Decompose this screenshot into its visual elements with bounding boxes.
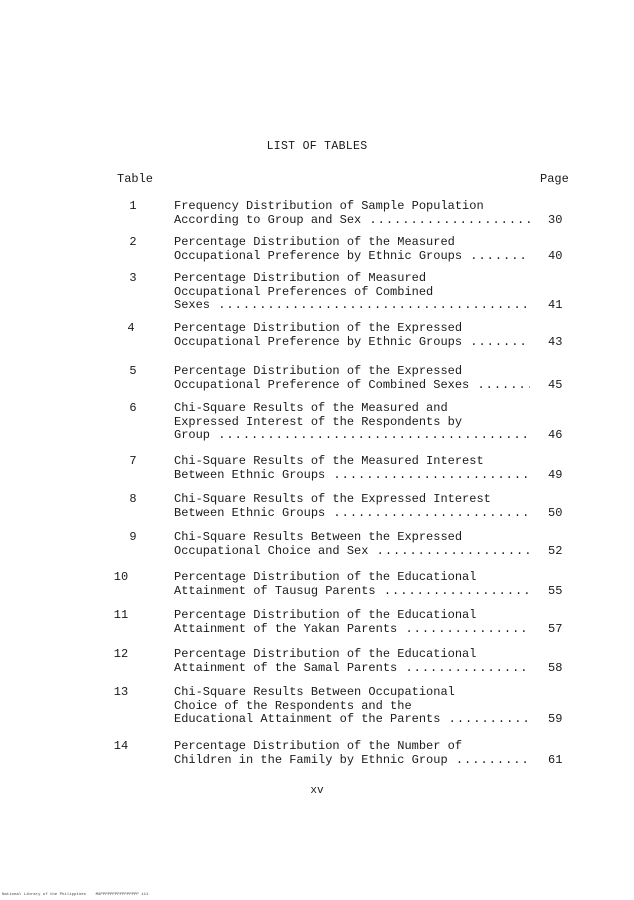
caption-line: Frequency Distribution of Sample Population bbox=[174, 200, 484, 213]
caption-line: Between Ethnic Groups ..... bbox=[174, 469, 530, 483]
caption-line: Occupational Preferences of Combined bbox=[174, 285, 434, 299]
table-number: 1 bbox=[129, 199, 137, 213]
caption-line: Chi-Square Results Between Occupational bbox=[174, 686, 455, 699]
library-footer: National Library of the Philippines MXPPPPPPPPPPPPPPPP 111 bbox=[2, 893, 149, 897]
caption-line: Percentage Distribution of the Educational bbox=[174, 571, 477, 584]
caption-line: Occupational Preference by Ethnic Groups ..... bbox=[174, 250, 530, 264]
table-caption bbox=[174, 740, 530, 767]
caption-line: Occupational Preference by Ethnic Groups ..... bbox=[174, 336, 530, 350]
caption-line: Children in the Family by Ethnic Group ..... bbox=[174, 754, 530, 768]
table-number: 12 bbox=[113, 647, 129, 661]
entry-page-number: 61 bbox=[548, 752, 563, 767]
caption-line: According to Group and Sex ..... bbox=[174, 214, 530, 228]
table-caption bbox=[174, 686, 530, 727]
table-number: 8 bbox=[129, 492, 137, 506]
caption-line: Percentage Distribution of Measured bbox=[174, 272, 427, 285]
entry-page-number: 50 bbox=[548, 505, 563, 520]
entry-page-number: 45 bbox=[548, 377, 563, 392]
table-caption bbox=[174, 322, 530, 349]
caption-line: Percentage Distribution of the Educational bbox=[174, 609, 477, 622]
entry-page-number: 41 bbox=[548, 298, 563, 312]
entry-page-number: 58 bbox=[548, 660, 563, 675]
table-number: 4 bbox=[127, 321, 135, 335]
caption-line: Percentage Distribution of the Number of bbox=[174, 740, 463, 753]
page-title: LIST OF TABLES bbox=[266, 140, 368, 153]
caption-line: Between Ethnic Groups ..... bbox=[174, 507, 530, 521]
caption-line: Group ..... bbox=[174, 429, 530, 443]
table-caption bbox=[174, 571, 530, 598]
page-number: xv bbox=[310, 785, 324, 797]
caption-line: Chi-Square Results of the Measured Interest bbox=[174, 455, 484, 468]
table-number: 7 bbox=[129, 454, 137, 468]
entry-page-number: 59 bbox=[548, 712, 563, 726]
caption-line: Occupational Preference of Combined Sexes ..... bbox=[174, 379, 530, 393]
caption-line: Expressed Interest of the Respondents by bbox=[174, 415, 463, 429]
entry-page-number: 52 bbox=[548, 543, 563, 558]
entry-page-number: 46 bbox=[548, 428, 563, 442]
caption-line: Sexes ..... bbox=[174, 299, 530, 313]
caption-line: Chi-Square Results of the Expressed Interest bbox=[174, 493, 491, 506]
caption-line: Percentage Distribution of the Expressed bbox=[174, 365, 463, 378]
table-number: 2 bbox=[129, 235, 137, 249]
table-caption bbox=[174, 402, 530, 443]
entry-page-number: 43 bbox=[548, 334, 563, 349]
caption-line: Educational Attainment of the Parents ..... bbox=[174, 713, 530, 727]
table-number: 13 bbox=[113, 685, 129, 699]
caption-line: Choice of the Respondents and the bbox=[174, 699, 412, 713]
table-caption bbox=[174, 365, 530, 392]
table-number: 10 bbox=[113, 570, 129, 584]
caption-line: Chi-Square Results of the Measured and bbox=[174, 402, 448, 415]
entry-page-number: 55 bbox=[548, 583, 563, 598]
caption-line: Occupational Choice and Sex ..... bbox=[174, 545, 530, 559]
caption-line: Chi-Square Results Between the Expressed bbox=[174, 531, 463, 544]
table-caption bbox=[174, 493, 530, 520]
table-caption bbox=[174, 455, 530, 482]
table-caption bbox=[174, 272, 530, 313]
table-number: 14 bbox=[113, 739, 129, 753]
table-number: 9 bbox=[129, 530, 137, 544]
caption-line: Percentage Distribution of the Measured bbox=[174, 236, 455, 249]
table-caption bbox=[174, 609, 530, 636]
entry-page-number: 57 bbox=[548, 621, 563, 636]
table-caption bbox=[174, 648, 530, 675]
page-column-header: Page bbox=[540, 172, 569, 186]
table-number: 11 bbox=[113, 608, 129, 622]
table-caption bbox=[174, 531, 530, 558]
caption-line: Attainment of Tausug Parents ..... bbox=[174, 585, 530, 599]
caption-line: Percentage Distribution of the Expressed bbox=[174, 322, 463, 335]
table-caption bbox=[174, 200, 530, 227]
caption-line: Attainment of the Yakan Parents ..... bbox=[174, 623, 530, 637]
entry-page-number: 30 bbox=[548, 212, 563, 227]
table-number: 3 bbox=[129, 271, 137, 285]
table-number: 6 bbox=[129, 401, 137, 415]
table-column-header: Table bbox=[117, 172, 154, 186]
table-number: 5 bbox=[129, 364, 137, 378]
entry-page-number: 49 bbox=[548, 467, 563, 482]
entry-page-number: 40 bbox=[548, 248, 563, 263]
table-caption bbox=[174, 236, 530, 263]
caption-line: Percentage Distribution of the Educational bbox=[174, 648, 477, 661]
caption-line: Attainment of the Samal Parents ..... bbox=[174, 662, 530, 676]
